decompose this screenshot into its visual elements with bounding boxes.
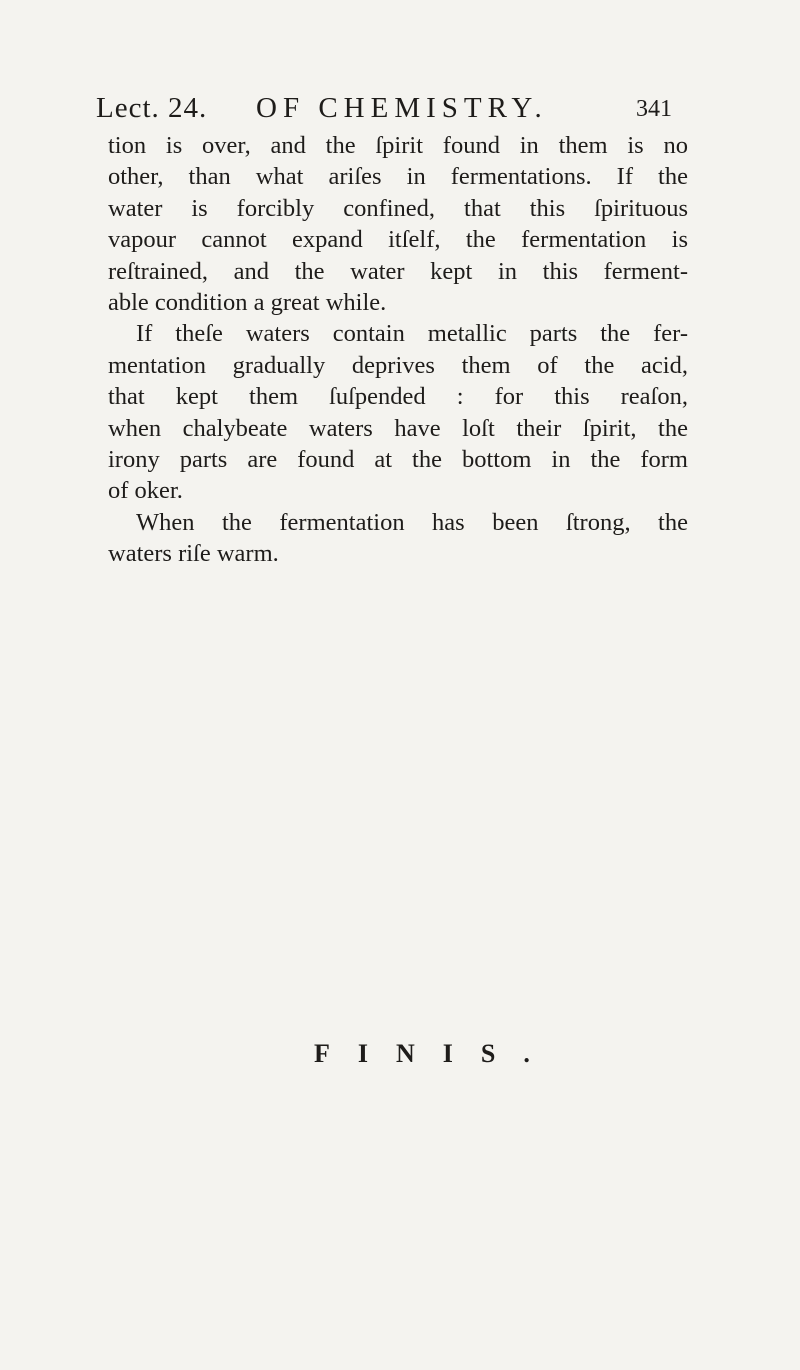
finis-colophon: FINIS.: [314, 1039, 558, 1068]
running-header: [96, 92, 696, 126]
body-text: [108, 130, 688, 570]
text-line: water is forcibly confined, that this ſpirituous: [108, 194, 688, 222]
paragraph: [108, 318, 688, 506]
text-line: reſtrained, and the water kept in this ferment-: [108, 257, 688, 285]
text-line: when chalybeate waters have loſt their ſpirit, the: [108, 414, 688, 442]
text-line: tion is over, and the ſpirit found in them is no: [108, 132, 688, 159]
paragraph: [108, 130, 688, 318]
text-line: vapour cannot expand itſelf, the fermentation is: [108, 226, 688, 254]
running-title: OF CHEMISTRY.: [256, 92, 548, 124]
text-line: mentation gradually deprives them of the acid,: [108, 351, 688, 379]
text-line: that kept them ſuſpended : for this reaſon,: [108, 383, 688, 411]
paragraph: [108, 507, 688, 570]
text-line: able condition a great while.: [108, 289, 387, 317]
lecture-number: Lect. 24.: [96, 92, 208, 124]
page-number: 341: [636, 96, 672, 122]
text-line: waters riſe warm.: [108, 540, 279, 568]
text-line: irony parts are found at the bottom in the form: [108, 446, 688, 474]
text-line: When the fermentation has been ſtrong, the: [136, 508, 688, 536]
text-line: If theſe waters contain metallic parts the fer-: [136, 320, 688, 348]
text-line: of oker.: [108, 477, 183, 505]
text-line: other, than what ariſes in fermentations. If the: [108, 163, 688, 191]
